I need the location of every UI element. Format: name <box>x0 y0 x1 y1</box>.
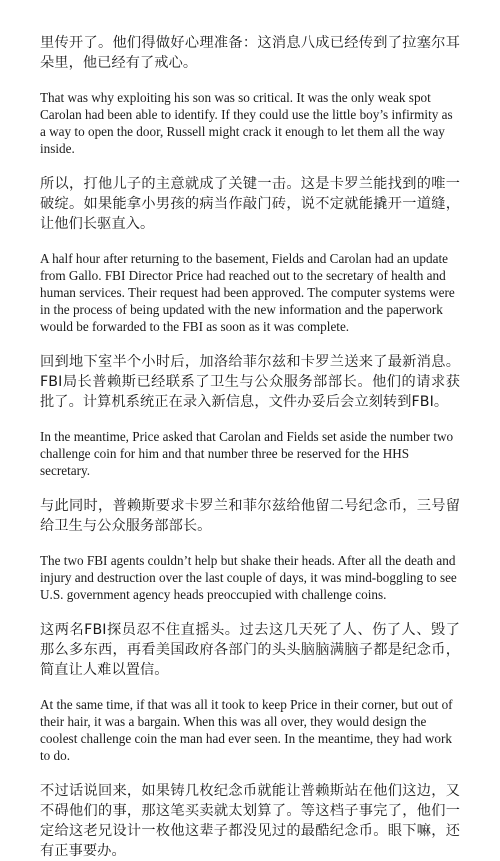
paragraph-en-5: At the same time, if that was all it took to keep Price in their corner, but out of their hair, it was a bargain. When this was all over, they would design the coolest challenge coin the man had ever seen. In the meantime, they had work to do. <box>40 697 453 763</box>
paragraph-zh-3: 回到地下室半个小时后，加洛给菲尔兹和卡罗兰送来了最新消息。FBI局长普赖斯已经联系了卫生与公众服务部部长。他们的请求获批了。计算机系统正在录入新信息，文件办妥后会立刻转到FBI。 <box>40 354 460 410</box>
paragraph-en-4: The two FBI agents couldn’t help but shake their heads. After all the death and injury and destruction over the last couple of days, it was mind-boggling to see U.S. government agency heads preoccupied with challenge coins. <box>40 553 457 602</box>
paragraph-zh-5: 这两名FBI探员忍不住直摇头。过去这几天死了人、伤了人、毁了那么多东西，再看美国政府各部门的头头脑脑满脑子都是纪念币，简直让人难以置信。 <box>40 622 460 678</box>
paragraph-en-3: In the meantime, Price asked that Carolan and Fields set aside the number two challenge coin for him and that number three be reserved for the HHS secretary. <box>40 429 454 478</box>
paragraph-zh-4: 与此同时，普赖斯要求卡罗兰和菲尔兹给他留二号纪念币，三号留给卫生与公众服务部部长。 <box>40 498 460 534</box>
paragraph-en-1: That was why exploiting his son was so critical. It was the only weak spot Carolan had been able to identify. If they could use the little boy’s infirmity as a way to open the door, Russell might crack it enough to let them all the way inside. <box>40 90 453 156</box>
paragraph-en-2: A half hour after returning to the basement, Fields and Carolan had an update from Gallo. FBI Director Price had reached out to the secretary of health and human services. Their request had been approved. The computer systems were in the process of being updated with the new information and the paperwork would be forwarded to the FBI as soon as it was complete. <box>40 251 455 334</box>
paragraph-zh-1: 里传开了。他们得做好心理准备：这消息八成已经传到了拉塞尔耳朵里，他已经有了戒心。 <box>40 35 460 71</box>
paragraph-zh-6: 不过话说回来，如果铸几枚纪念币就能让普赖斯站在他们这边，又不碍他们的事，那这笔买卖就太划算了。等这档子事完了，他们一定给这老兄设计一枚他这辈子都没见过的最酷纪念币。眼下嘛，还有正事要办。 <box>40 783 460 859</box>
paragraph-zh-2: 所以，打他儿子的主意就成了关键一击。这是卡罗兰能找到的唯一破绽。如果能拿小男孩的病当作敲门砖，说不定就能撬开一道缝，让他们长驱直入。 <box>40 176 460 232</box>
